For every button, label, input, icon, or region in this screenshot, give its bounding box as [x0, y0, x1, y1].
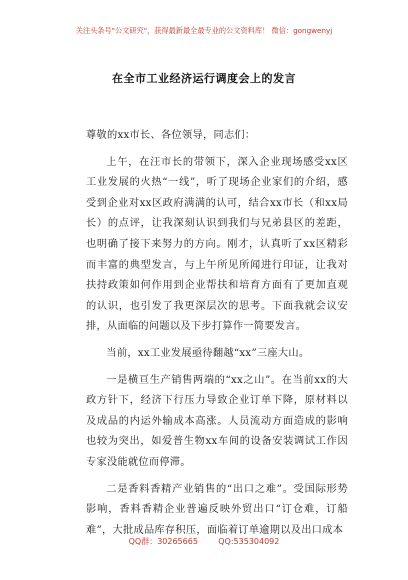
- document-body: [86, 126, 348, 541]
- paragraph: 二是香料香精产业销售的“出口之难”。受国际形势影响，香料香精企业普遍反映外贸出口“订仓难，订船难”，大批成品库存积压，面临着订单逾期以及出口成本: [86, 483, 348, 536]
- header-banner: 关注头条号"公文研究"，获得最新最全最专业的公文资料库！ 微信：gongwenyj: [75, 26, 333, 35]
- paragraph: 一是横亘生产销售两端的“xx之山”。在当前xx的大政方针下，经济下行压力导致企业订单下降，原材料以及成品的内运外输成本高涨。人员流动方面造成的影响也较为突出，如爱普生物xx车间的设备安装调试工作因专家没能就位而停滞。: [86, 374, 348, 468]
- footer-contact: QQ群：30265665 QQ:535304092: [128, 537, 280, 546]
- paragraph: 上午，在汪市长的带领下，深入企业现场感受xx区工业发展的火热“一线”，听了现场企业家们的介绍，感受到企业对xx区政府满满的认可，结合xx市长（和xx局长）的点评，让我深刻认识到我们与兄弟县区的差距，也明确了接下来努力的方向。刚才，认真听了xx区精彩而丰富的典型发言，与上午所见所闻进行印证，让我对扶持政策如何作用到企业帮扶和培育方面有了更加直观的认识，也引发了我更深层次的思考。下面我就会议安排，从面临的问题以及下步打算作一简要发言。: [86, 156, 348, 333]
- page-title: 在全市工业经济运行调度会上的发言: [112, 72, 296, 85]
- salutation: 尊敬的xx市长、各位领导，同志们：: [86, 130, 256, 141]
- paragraph: 当前，xx工业发展亟待翻越“xx”三座大山。: [106, 347, 310, 359]
